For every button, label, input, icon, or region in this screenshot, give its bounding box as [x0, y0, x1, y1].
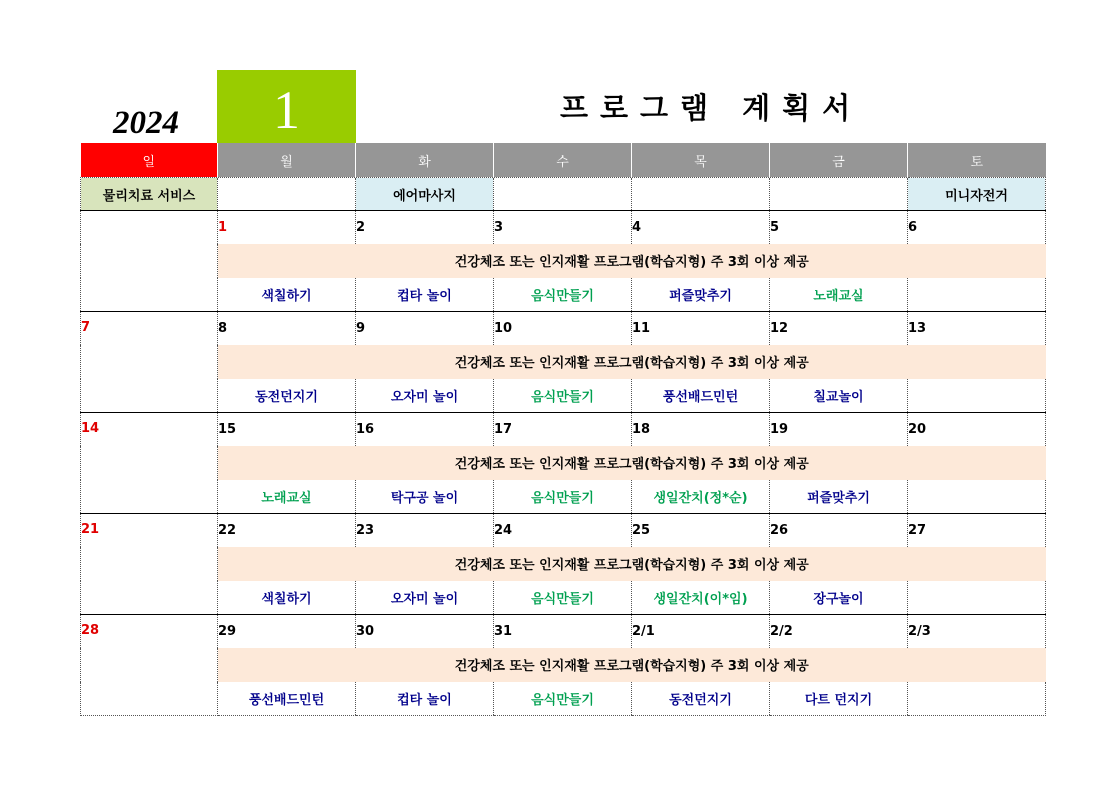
- weekday-sat: 토: [908, 143, 1046, 178]
- activity-cell: 퍼즐맞추기: [770, 480, 908, 514]
- date-cell: 10: [494, 312, 632, 345]
- program-band: 건강체조 또는 인지재활 프로그램(학습지형) 주 3회 이상 제공: [218, 446, 1046, 480]
- service-mon: [218, 178, 356, 211]
- activity-cell: 장구놀이: [770, 581, 908, 615]
- activity-cell: 생일잔치(이*임): [632, 581, 770, 615]
- date-cell: 17: [494, 413, 632, 446]
- activity-row: [81, 682, 1046, 716]
- activity-cell: 풍선배드민턴: [218, 682, 356, 716]
- date-cell: 12: [770, 312, 908, 345]
- activity-cell: 풍선배드민턴: [632, 379, 770, 413]
- weekday-fri: 금: [770, 143, 908, 178]
- date-cell: 11: [632, 312, 770, 345]
- date-cell: 7: [81, 312, 218, 413]
- program-row: [81, 648, 1046, 682]
- service-row: [81, 178, 1046, 211]
- date-cell: 9: [356, 312, 494, 345]
- date-cell: 29: [218, 615, 356, 648]
- activity-cell: 노래교실: [770, 278, 908, 312]
- weekday-thu: 목: [632, 143, 770, 178]
- activity-cell: 동전던지기: [218, 379, 356, 413]
- service-fri: [770, 178, 908, 211]
- month-badge: 1: [217, 70, 356, 143]
- activity-cell: 동전던지기: [632, 682, 770, 716]
- weekday-mon: 월: [218, 143, 356, 178]
- service-wed: [494, 178, 632, 211]
- date-cell: 23: [356, 514, 494, 547]
- program-band: 건강체조 또는 인지재활 프로그램(학습지형) 주 3회 이상 제공: [218, 345, 1046, 379]
- activity-cell: 노래교실: [218, 480, 356, 514]
- week-date-row: [81, 413, 1046, 446]
- activity-cell: 색칠하기: [218, 278, 356, 312]
- activity-cell: 생일잔치(정*순): [632, 480, 770, 514]
- weekday-wed: 수: [494, 143, 632, 178]
- program-row: [81, 244, 1046, 278]
- activity-cell: 음식만들기: [494, 278, 632, 312]
- date-cell: 22: [218, 514, 356, 547]
- date-cell: 26: [770, 514, 908, 547]
- date-cell: 5: [770, 211, 908, 244]
- activity-cell: 음식만들기: [494, 480, 632, 514]
- date-cell: 19: [770, 413, 908, 446]
- page-title: 프로그램 계획서: [560, 91, 863, 125]
- week-date-row: [81, 211, 1046, 244]
- date-cell: 6: [908, 211, 1046, 244]
- service-tue: 에어마사지: [356, 178, 494, 211]
- week-date-row: [81, 312, 1046, 345]
- calendar-table: [80, 143, 1046, 716]
- date-cell: 18: [632, 413, 770, 446]
- activity-cell: 색칠하기: [218, 581, 356, 615]
- service-sat: 미니자전거: [908, 178, 1046, 211]
- date-cell: 16: [356, 413, 494, 446]
- week-date-row: [81, 615, 1046, 648]
- service-sun: 물리치료 서비스: [81, 178, 218, 211]
- weekday-sun: 일: [81, 143, 218, 178]
- service-thu: [632, 178, 770, 211]
- date-cell: 27: [908, 514, 1046, 547]
- activity-cell: 컵타 놀이: [356, 278, 494, 312]
- activity-cell: 탁구공 놀이: [356, 480, 494, 514]
- activity-cell: [908, 581, 1046, 615]
- activity-cell: 음식만들기: [494, 682, 632, 716]
- date-cell: 24: [494, 514, 632, 547]
- date-cell: 2/2: [770, 615, 908, 648]
- date-cell: 13: [908, 312, 1046, 345]
- activity-cell: 칠교놀이: [770, 379, 908, 413]
- date-cell: 31: [494, 615, 632, 648]
- activity-cell: [908, 379, 1046, 413]
- activity-cell: 음식만들기: [494, 379, 632, 413]
- program-row: [81, 446, 1046, 480]
- program-band: 건강체조 또는 인지재활 프로그램(학습지형) 주 3회 이상 제공: [218, 547, 1046, 581]
- activity-cell: 퍼즐맞추기: [632, 278, 770, 312]
- activity-row: [81, 581, 1046, 615]
- activity-cell: 오자미 놀이: [356, 581, 494, 615]
- date-cell: 4: [632, 211, 770, 244]
- activity-cell: [908, 682, 1046, 716]
- activity-cell: 음식만들기: [494, 581, 632, 615]
- activity-cell: 다트 던지기: [770, 682, 908, 716]
- weekday-tue: 화: [356, 143, 494, 178]
- activity-cell: 오자미 놀이: [356, 379, 494, 413]
- date-cell: 30: [356, 615, 494, 648]
- year-label: 2024: [113, 105, 179, 141]
- activity-row: [81, 278, 1046, 312]
- date-cell: 3: [494, 211, 632, 244]
- program-band: 건강체조 또는 인지재활 프로그램(학습지형) 주 3회 이상 제공: [218, 244, 1046, 278]
- date-cell: 2/1: [632, 615, 770, 648]
- activity-cell: [908, 480, 1046, 514]
- activity-cell: 컵타 놀이: [356, 682, 494, 716]
- date-cell: 20: [908, 413, 1046, 446]
- date-cell: 1: [218, 211, 356, 244]
- date-cell: 25: [632, 514, 770, 547]
- program-row: [81, 345, 1046, 379]
- date-cell: 2/3: [908, 615, 1046, 648]
- activity-row: [81, 379, 1046, 413]
- date-cell: 14: [81, 413, 218, 514]
- date-cell: 2: [356, 211, 494, 244]
- date-cell: 8: [218, 312, 356, 345]
- date-cell: 15: [218, 413, 356, 446]
- program-row: [81, 547, 1046, 581]
- week-date-row: [81, 514, 1046, 547]
- date-cell: 28: [81, 615, 218, 716]
- activity-row: [81, 480, 1046, 514]
- program-band: 건강체조 또는 인지재활 프로그램(학습지형) 주 3회 이상 제공: [218, 648, 1046, 682]
- date-cell: 21: [81, 514, 218, 615]
- weekday-header-row: [81, 143, 1046, 178]
- activity-cell: [908, 278, 1046, 312]
- date-cell: [81, 211, 218, 312]
